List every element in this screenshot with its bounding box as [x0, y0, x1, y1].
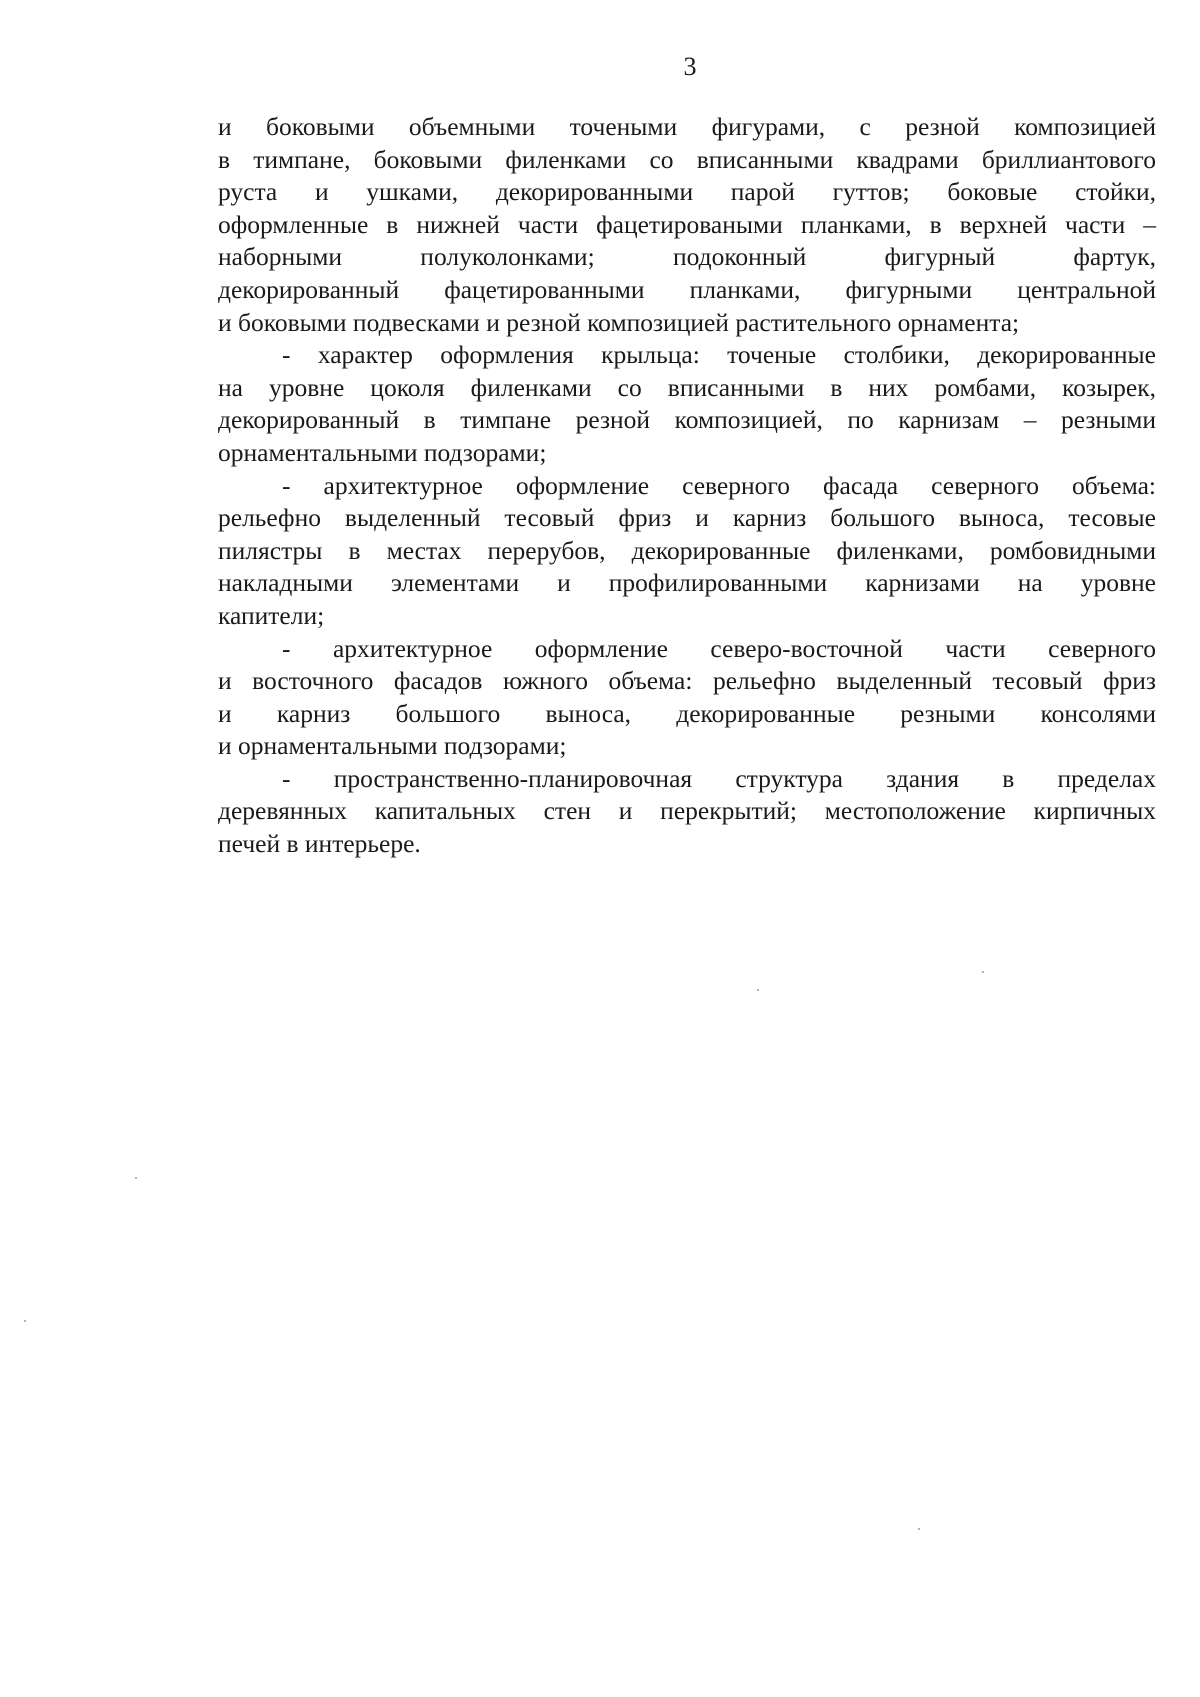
scan-speck — [918, 1528, 920, 1530]
text-line: и карниз большого выноса, декорированные резными консолями — [218, 698, 1156, 728]
text-line: руста и ушками, декорированными парой гуттов; боковые стойки, — [218, 177, 1156, 207]
text-line: рельефно выделенный тесовый фриз и карниз большого выноса, тесовые — [218, 503, 1156, 533]
scan-speck — [982, 971, 984, 973]
text-line: и боковыми объемными точеными фигурами, с резной композицией — [218, 112, 1156, 141]
text-line: и орнаментальными подзорами; — [218, 731, 567, 761]
text-line: декорированный в тимпане резной композицией, по карнизам – резными — [218, 405, 1156, 435]
text-line: - архитектурное оформление северного фасада северного объема: — [282, 470, 1156, 500]
text-line: и боковыми подвесками и резной композицией растительного орнамента; — [218, 307, 1020, 337]
text-line: на уровне цоколя филенками со вписанными в них ромбами, козырек, — [218, 372, 1156, 402]
text-line: печей в интерьере. — [218, 829, 421, 859]
text-line: и восточного фасадов южного объема: рельефно выделенный тесовый фриз — [218, 666, 1156, 696]
scan-speck — [24, 1320, 26, 1322]
text-line: - характер оформления крыльца: точеные столбики, декорированные — [282, 340, 1156, 370]
text-line: наборными полуколонками; подоконный фигурный фартук, — [218, 242, 1156, 272]
scan-speck — [135, 1177, 137, 1179]
text-line: деревянных капитальных стен и перекрытий; местоположение кирпичных — [218, 796, 1156, 826]
text-line: накладными элементами и профилированными карнизами на уровне — [218, 568, 1156, 598]
page-number: 3 — [683, 52, 697, 81]
scan-speck — [757, 989, 759, 991]
text-line: декорированный фацетированными планками, фигурными центральной — [218, 274, 1156, 304]
text-line: оформленные в нижней части фацетироваными планками, в верхней части – — [218, 209, 1156, 239]
text-line: в тимпане, боковыми филенками со вписанными квадрами бриллиантового — [218, 144, 1156, 174]
body-text — [218, 111, 1156, 861]
text-line: пилястры в местах перерубов, декорированные филенками, ромбовидными — [218, 535, 1156, 565]
text-line: капители; — [218, 600, 325, 630]
text-line: - архитектурное оформление северо-восточной части северного — [282, 633, 1156, 663]
text-line: - пространственно-планировочная структура здания в пределах — [282, 763, 1156, 793]
text-line: орнаментальными подзорами; — [218, 437, 547, 467]
